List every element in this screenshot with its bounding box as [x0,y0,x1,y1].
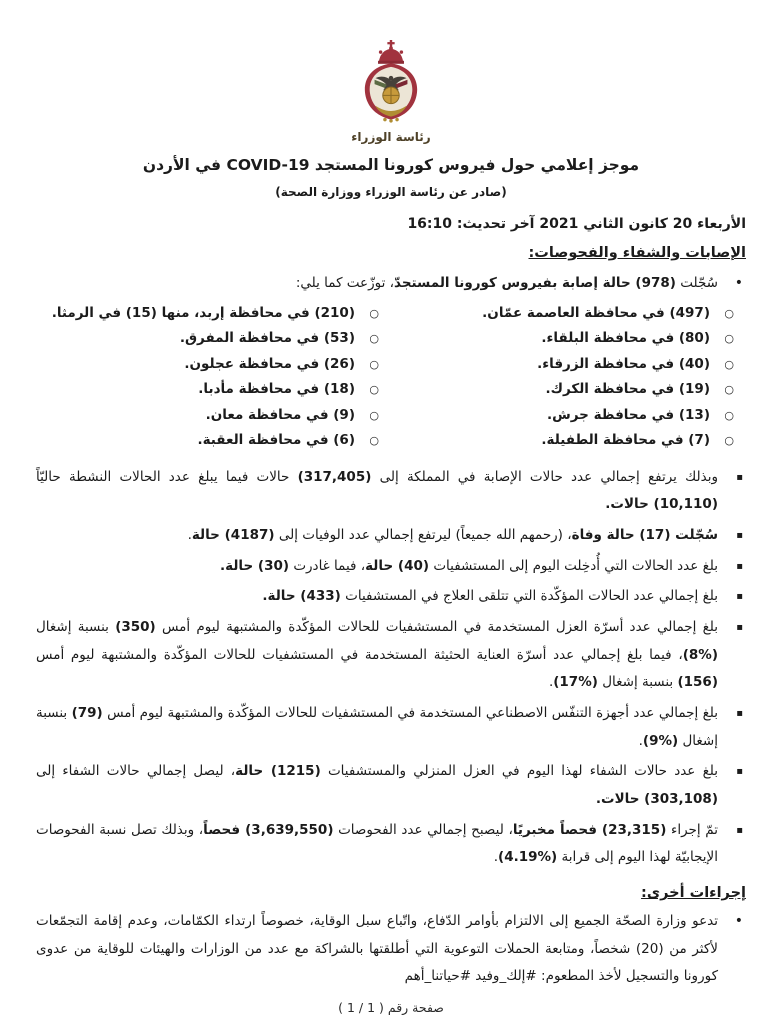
text-segment: . [187,527,192,544]
text-segment: (%17) [553,674,598,691]
bullet-marker: ○ [724,306,734,320]
text-segment: (%9) [642,732,679,749]
governorate-item [36,403,391,429]
text-segment: (30) حالة. [220,557,290,574]
bullet-marker: ○ [724,383,734,397]
text-segment: ، توزّعت كما يلي: [295,275,395,291]
text-segment: تدعو وزارة الصحّة الجميع إلى الالتزام بأوامر الدّفاع، واتّباع سبل الوقاية، خصوصاً ارتداء الكمّامات، وعدم إقامة التجمّعات لأكثر من (20) شخصاً، ومتابعة الحملات التوعوية التي أطلقتها بالشراكة مع عدد من الوزارات والهيئات للوقاية من عدوى كورونا والتسجيل لأخذ المطعوم: #إلك_وفيد #حياتنا_أهم [36,913,718,985]
text-segment: بلغ عدد الحالات التي أُدخِلت اليوم إلى المستشفيات [429,557,718,574]
bullet-marker: ○ [369,383,379,397]
bullet-text [220,558,718,574]
text-segment: (1215) حالة [235,763,321,780]
bullet-marker: ▪ [736,591,743,603]
statistic-bullet [36,758,746,813]
section-heading-other: إجراءات أخرى: [641,885,746,902]
bullet-marker: ▪ [736,708,743,720]
bullet-marker: • [734,913,743,930]
text-segment: بنسبة إشغال [36,705,718,749]
bullet-marker: ▪ [736,824,743,836]
statistic-bullet [36,464,746,519]
text-segment: سُجّلت [675,275,718,291]
statistic-bullet [36,614,746,697]
governorate-item [391,428,746,454]
bullet-text [36,763,718,807]
bullet-marker: ▪ [736,530,743,542]
bullet-marker: ▪ [736,622,743,634]
statistic-bullet [36,583,746,611]
text-segment: (433) حالة. [262,588,341,605]
page-number: صفحة رقم ( 1 / 1 ) [338,1000,444,1015]
bullet-text [188,527,718,543]
text-segment: (79) [71,705,103,722]
jordan-coat-of-arms-icon [352,40,430,130]
text-segment: ، ليصل إجمالي حالات الشفاء إلى [36,763,236,780]
text-segment: (10,110) حالات. [605,496,718,513]
bullet-text: (80) في محافظة البلقاء. [541,330,710,347]
bullet-text: (210) في محافظة إربد، منها (15) في الرمثا. [51,304,355,321]
bullet-text: (9) في محافظة معان. [205,406,355,423]
governorate-item [36,428,391,454]
governorate-item [391,301,746,327]
bullet-marker: ○ [724,408,734,422]
statistic-bullet [36,522,746,550]
text-segment: (317,405) [297,468,372,485]
text-segment: . [548,674,554,691]
text-segment: (40) حالة [365,557,430,574]
bullet-marker: • [734,275,743,291]
bullet-text [36,913,718,984]
bullet-marker: ○ [724,332,734,346]
bullet-text [36,705,718,749]
governorate-item [36,301,391,327]
governorate-item [36,352,391,378]
governorate-item [391,352,746,378]
governorate-item [36,326,391,352]
bullet-marker: ○ [369,408,379,422]
governorate-column-right [391,301,746,454]
letterhead [36,40,746,144]
text-segment: . [493,849,499,866]
document-subtitle: (صادر عن رئاسة الوزراء ووزارة الصحة) [275,185,507,199]
governorate-item [36,377,391,403]
text-segment: (978) حالة إصابة بفيروس كورونا المستجدّ [394,275,676,291]
text-segment: حالات فيما يبلغ عدد الحالات النشطة حاليّاً [36,468,298,485]
bullet-marker: ○ [724,434,734,448]
text-segment: بنسبة إشغال [36,619,116,636]
bullet-marker: ▪ [736,560,743,572]
text-segment: بنسبة إشغال [597,674,678,691]
bullet-text: (18) في محافظة مأدبا. [198,381,355,398]
date-line: الأربعاء 20 كانون الثاني 2021 آخر تحديث: 16:10 [407,216,746,232]
governorate-item [391,403,746,429]
text-segment: (303,108) حالات. [595,791,718,808]
text-segment: ، ليصبح إجمالي عدد الفحوصات [333,821,513,838]
bullet-marker: ○ [369,357,379,371]
statistic-bullet [36,700,746,755]
text-segment: (350) [115,619,156,636]
text-segment: (156) [677,674,718,691]
bullet-marker: ▪ [736,766,743,778]
intro-bullet [36,270,746,298]
bullet-text [36,469,718,513]
bullet-text: (40) في محافظة الزرقاء. [537,355,710,372]
text-segment: ، فيما غادرت [289,557,366,574]
text-segment: بلغ إجمالي عدد أسرّة العزل المستخدمة في المستشفيات للحالات المؤكّدة والمشتبهة ليوم أمس [155,619,718,636]
text-segment: (%4.19) [498,849,558,866]
text-segment: (4187) حالة [191,527,275,544]
bullet-text: (53) في محافظة المفرق. [179,330,355,347]
bullet-text [262,588,718,604]
bullet-marker: ○ [369,332,379,346]
document-title: موجز إعلامي حول فيروس كورونا المستجد COVID-19 في الأردن [142,156,640,174]
bullet-marker: ○ [369,434,379,448]
text-segment: وبذلك يرتفع إجمالي عدد حالات الإصابة في المملكة إلى [371,468,718,485]
governorate-column-left [36,301,391,454]
bullet-text: (497) في محافظة العاصمة عمّان. [482,304,710,321]
text-segment: . [638,732,643,749]
statistic-bullet [36,817,746,872]
text-segment: (23,315) فحصاً مخبريًا [512,821,667,838]
statistics-list [36,464,746,872]
text-segment: (3,639,550) فحصاً [203,821,334,838]
bullet-text: (19) في محافظة الكرك. [545,381,710,398]
bullet-text [36,822,718,866]
governorates-list [36,301,746,454]
text-segment: ، (رحمهم الله جميعاً) ليرتفع إجمالي عدد الوفيات إلى [274,527,572,544]
text-segment: سُجّلت (17) حالة وفاة [571,527,718,544]
bullet-text [36,619,718,690]
bullet-text [296,275,718,291]
text-segment: (%8) [682,646,718,663]
text-segment: بلغ إجمالي عدد الحالات المؤكّدة التي تتلقى العلاج في المستشفيات [340,588,718,605]
governorate-item [391,326,746,352]
governorate-item [391,377,746,403]
bullet-marker: ○ [369,306,379,320]
bullet-text: (7) في محافظة الطفيلة. [541,432,710,449]
section-heading-stats: الإصابات والشفاء والفحوصات: [528,245,746,261]
emblem-caption: رئاسة الوزراء [351,130,431,144]
bullet-text: (13) في محافظة جرش. [547,406,710,423]
text-segment: ، فيما بلغ إجمالي عدد أسرّة العناية الحثيثة المستخدمة في المستشفيات للحالات المؤكّدة والمشتبهة ليوم أمس [36,646,683,663]
text-segment: بلغ إجمالي عدد أجهزة التنفّس الاصطناعي المستخدمة في المستشفيات للحالات المؤكّدة والمشتبهة ليوم أمس [102,705,719,722]
bullet-text: (6) في محافظة العقبة. [197,432,355,449]
text-segment: ، وبذلك تصل نسبة الفحوصات الإيجابيّة لهذا اليوم إلى قرابة [36,821,718,866]
bullet-text: (26) في محافظة عجلون. [184,355,355,372]
bullet-marker: ▪ [736,471,743,483]
closing-bullet [36,908,746,991]
bullet-marker: ○ [724,357,734,371]
statistic-bullet [36,553,746,581]
text-segment: بلغ عدد حالات الشفاء لهذا اليوم في العزل المنزلي والمستشفيات [320,763,718,780]
text-segment: تمّ إجراء [666,821,719,838]
